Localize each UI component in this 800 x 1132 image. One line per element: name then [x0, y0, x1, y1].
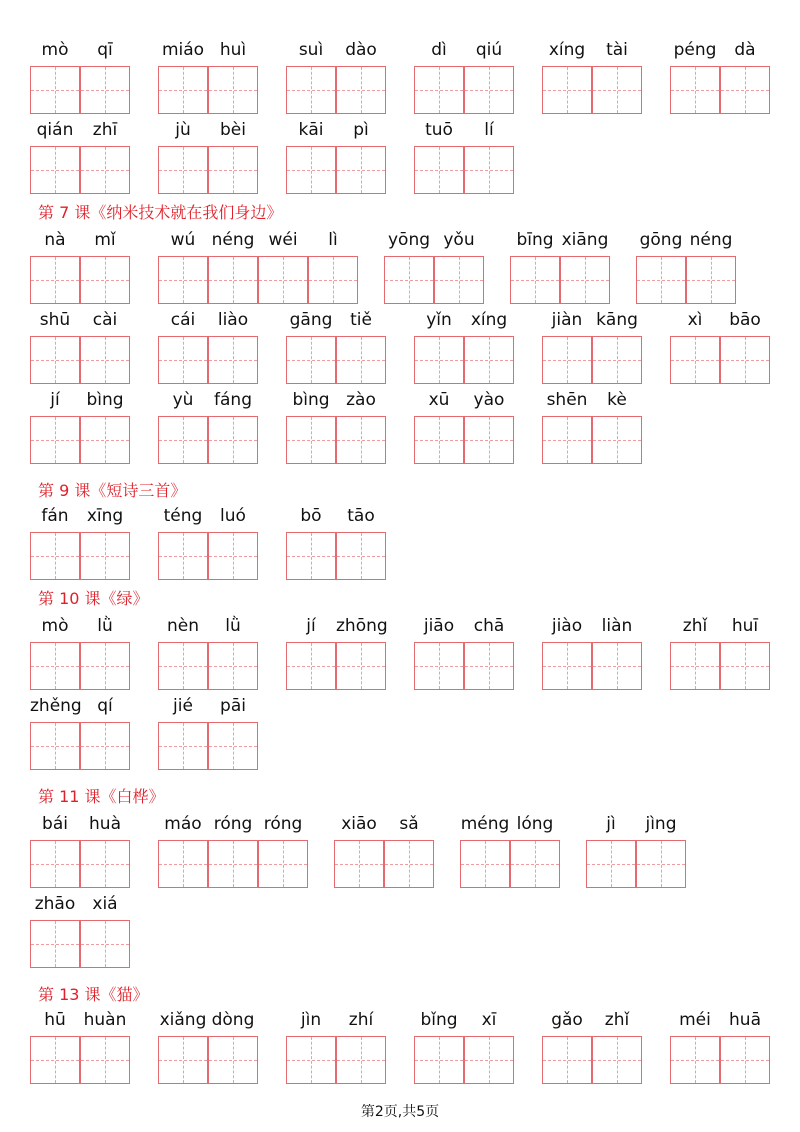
pinyin-syllable: shēn: [546, 390, 588, 410]
writing-box[interactable]: [464, 642, 514, 690]
writing-box[interactable]: [336, 1036, 386, 1084]
writing-box[interactable]: [434, 256, 484, 304]
pinyin-syllable: bèi: [220, 120, 246, 140]
writing-box[interactable]: [80, 256, 130, 304]
writing-box[interactable]: [414, 642, 464, 690]
word-group: [636, 230, 736, 306]
word-group: [158, 814, 308, 890]
writing-box[interactable]: [670, 642, 720, 690]
pinyin-syllable: pāi: [220, 696, 246, 716]
pinyin-syllable: bāo: [729, 310, 761, 330]
pinyin-syllable: wéi: [268, 230, 298, 250]
writing-box[interactable]: [464, 336, 514, 384]
writing-box[interactable]: [208, 840, 258, 888]
pinyin-syllable: miáo: [161, 40, 205, 60]
word-group: [30, 894, 130, 970]
lesson-title: 第 10 课《绿》: [38, 589, 149, 608]
writing-box[interactable]: [80, 1036, 130, 1084]
writing-box[interactable]: [80, 416, 130, 464]
writing-box[interactable]: [258, 256, 308, 304]
writing-box[interactable]: [30, 722, 80, 770]
writing-box[interactable]: [414, 66, 464, 114]
word-group: [414, 310, 514, 386]
word-group: [542, 1010, 642, 1086]
writing-box[interactable]: [208, 416, 258, 464]
pinyin-syllable: jìn: [300, 1010, 322, 1030]
pinyin-syllable: bìng: [292, 390, 330, 410]
writing-box[interactable]: [158, 256, 208, 304]
writing-box[interactable]: [670, 336, 720, 384]
writing-box[interactable]: [560, 256, 610, 304]
writing-box[interactable]: [208, 66, 258, 114]
pinyin-syllable: liào: [217, 310, 249, 330]
word-group: [586, 814, 686, 890]
writing-box[interactable]: [720, 336, 770, 384]
word-group: [30, 696, 130, 772]
pinyin-syllable: néng: [211, 230, 255, 250]
pinyin-syllable: mò: [41, 40, 69, 60]
pinyin-syllable: huì: [219, 40, 247, 60]
pinyin-syllable: bái: [42, 814, 68, 834]
pinyin-syllable: bō: [300, 506, 322, 526]
writing-box[interactable]: [592, 416, 642, 464]
word-group: [30, 814, 130, 890]
pinyin-syllable: jì: [606, 814, 616, 834]
writing-box[interactable]: [286, 1036, 336, 1084]
writing-box[interactable]: [30, 532, 80, 580]
writing-box[interactable]: [336, 642, 386, 690]
pinyin-syllable: tài: [606, 40, 628, 60]
pinyin-syllable: jié: [173, 696, 193, 716]
word-group: [30, 120, 130, 196]
writing-box[interactable]: [80, 722, 130, 770]
writing-box[interactable]: [336, 532, 386, 580]
writing-box[interactable]: [286, 66, 336, 114]
pinyin-syllable: wú: [170, 230, 196, 250]
pinyin-syllable: jiào: [551, 616, 583, 636]
pinyin-syllable: zhǐ: [682, 616, 708, 636]
writing-box[interactable]: [720, 66, 770, 114]
writing-box[interactable]: [460, 840, 510, 888]
lesson-title: 第 13 课《猫》: [38, 985, 149, 1004]
writing-box[interactable]: [670, 1036, 720, 1084]
pinyin-syllable: yǒu: [443, 230, 475, 250]
pinyin-syllable: méng: [460, 814, 510, 834]
pinyin-syllable: sǎ: [399, 814, 419, 834]
writing-box[interactable]: [208, 256, 258, 304]
word-group: [30, 40, 130, 116]
writing-box[interactable]: [286, 642, 336, 690]
writing-box[interactable]: [80, 642, 130, 690]
pinyin-syllable: xiǎng: [159, 1010, 207, 1030]
word-group: [384, 230, 484, 306]
pinyin-syllable: fáng: [214, 390, 252, 410]
pinyin-syllable: huàn: [83, 1010, 127, 1030]
pinyin-syllable: zào: [346, 390, 376, 410]
writing-box[interactable]: [208, 1036, 258, 1084]
pinyin-syllable: lóng: [516, 814, 554, 834]
word-group: [670, 40, 770, 116]
pinyin-syllable: dào: [345, 40, 377, 60]
pinyin-syllable: cái: [170, 310, 196, 330]
lesson-title: 第 11 课《白桦》: [38, 787, 165, 806]
writing-box[interactable]: [158, 416, 208, 464]
pinyin-syllable: huā: [729, 1010, 761, 1030]
pinyin-syllable: qí: [97, 696, 113, 716]
writing-box[interactable]: [592, 642, 642, 690]
writing-box[interactable]: [510, 840, 560, 888]
writing-box[interactable]: [286, 336, 336, 384]
page-footer: 第2页,共5页: [360, 1104, 440, 1120]
pinyin-syllable: bīng: [516, 230, 554, 250]
writing-box[interactable]: [286, 146, 336, 194]
writing-box[interactable]: [636, 256, 686, 304]
writing-box[interactable]: [286, 532, 336, 580]
word-group: [414, 120, 514, 196]
word-group: [334, 814, 434, 890]
pinyin-syllable: gǎo: [551, 1010, 583, 1030]
word-group: [286, 120, 386, 196]
writing-box[interactable]: [334, 840, 384, 888]
writing-box[interactable]: [592, 1036, 642, 1084]
writing-box[interactable]: [414, 1036, 464, 1084]
pinyin-syllable: xíng: [470, 310, 508, 330]
writing-box[interactable]: [336, 146, 386, 194]
word-group: [30, 616, 130, 692]
writing-box[interactable]: [80, 840, 130, 888]
word-group: [510, 230, 610, 306]
pinyin-syllable: jìng: [645, 814, 677, 834]
writing-box[interactable]: [464, 146, 514, 194]
pinyin-syllable: kè: [607, 390, 627, 410]
pinyin-syllable: lì: [328, 230, 338, 250]
writing-box[interactable]: [30, 66, 80, 114]
writing-box[interactable]: [636, 840, 686, 888]
pinyin-syllable: lǜ: [225, 616, 241, 636]
pinyin-syllable: kāi: [298, 120, 324, 140]
pinyin-syllable: lǜ: [97, 616, 113, 636]
pinyin-syllable: péng: [673, 40, 717, 60]
pinyin-syllable: xī: [481, 1010, 497, 1030]
lesson-title: 第 9 课《短诗三首》: [38, 481, 187, 500]
writing-box[interactable]: [510, 256, 560, 304]
pinyin-syllable: dòng: [211, 1010, 255, 1030]
word-group: [158, 310, 258, 386]
pinyin-syllable: xiāng: [561, 230, 609, 250]
word-group: [414, 40, 514, 116]
pinyin-syllable: bǐng: [420, 1010, 458, 1030]
pinyin-syllable: pì: [353, 120, 369, 140]
pinyin-syllable: dì: [431, 40, 447, 60]
writing-box[interactable]: [158, 642, 208, 690]
writing-box[interactable]: [158, 66, 208, 114]
writing-box[interactable]: [542, 642, 592, 690]
pinyin-syllable: zhōng: [336, 616, 388, 636]
word-group: [158, 390, 258, 466]
pinyin-syllable: jiāo: [423, 616, 455, 636]
word-group: [286, 1010, 386, 1086]
pinyin-syllable: kāng: [596, 310, 638, 330]
writing-box[interactable]: [414, 146, 464, 194]
word-group: [158, 120, 258, 196]
writing-box[interactable]: [308, 256, 358, 304]
writing-box[interactable]: [336, 66, 386, 114]
word-group: [286, 310, 386, 386]
writing-box[interactable]: [670, 66, 720, 114]
word-group: [30, 1010, 130, 1086]
pinyin-syllable: néng: [689, 230, 733, 250]
pinyin-syllable: gōng: [639, 230, 683, 250]
pinyin-syllable: chā: [473, 616, 505, 636]
pinyin-syllable: jí: [306, 616, 316, 636]
word-group: [542, 40, 642, 116]
writing-box[interactable]: [336, 336, 386, 384]
word-group: [158, 40, 258, 116]
writing-box[interactable]: [542, 336, 592, 384]
pinyin-syllable: liàn: [601, 616, 633, 636]
writing-box[interactable]: [208, 532, 258, 580]
writing-box[interactable]: [80, 146, 130, 194]
pinyin-syllable: dà: [734, 40, 756, 60]
pinyin-syllable: téng: [163, 506, 203, 526]
writing-box[interactable]: [542, 1036, 592, 1084]
pinyin-syllable: huī: [731, 616, 759, 636]
pinyin-syllable: nà: [44, 230, 66, 250]
word-group: [460, 814, 560, 890]
word-group: [542, 390, 642, 466]
pinyin-syllable: zhí: [348, 1010, 374, 1030]
writing-box[interactable]: [158, 722, 208, 770]
pinyin-syllable: suì: [298, 40, 324, 60]
writing-box[interactable]: [336, 416, 386, 464]
pinyin-syllable: zhǐ: [604, 1010, 630, 1030]
pinyin-syllable: róng: [213, 814, 253, 834]
writing-box[interactable]: [158, 1036, 208, 1084]
pinyin-syllable: zhāo: [34, 894, 76, 914]
pinyin-syllable: jiàn: [551, 310, 583, 330]
writing-box[interactable]: [30, 336, 80, 384]
writing-box[interactable]: [414, 416, 464, 464]
word-group: [158, 230, 358, 306]
word-group: [414, 390, 514, 466]
word-group: [414, 1010, 514, 1086]
pinyin-syllable: zhěng: [30, 696, 82, 716]
writing-box[interactable]: [158, 336, 208, 384]
writing-box[interactable]: [80, 532, 130, 580]
writing-box[interactable]: [286, 416, 336, 464]
pinyin-syllable: luó: [220, 506, 246, 526]
writing-box[interactable]: [208, 336, 258, 384]
pinyin-syllable: hū: [44, 1010, 66, 1030]
word-group: [30, 310, 130, 386]
pinyin-syllable: jí: [50, 390, 60, 410]
writing-box[interactable]: [384, 840, 434, 888]
word-group: [286, 506, 386, 582]
writing-box[interactable]: [30, 256, 80, 304]
writing-box[interactable]: [686, 256, 736, 304]
pinyin-syllable: fán: [41, 506, 69, 526]
pinyin-syllable: xīng: [86, 506, 124, 526]
pinyin-syllable: máo: [164, 814, 202, 834]
pinyin-syllable: bìng: [86, 390, 124, 410]
word-group: [158, 506, 258, 582]
word-group: [670, 1010, 770, 1086]
writing-box[interactable]: [80, 336, 130, 384]
writing-box[interactable]: [720, 1036, 770, 1084]
writing-box[interactable]: [158, 146, 208, 194]
word-group: [30, 230, 130, 306]
pinyin-syllable: lí: [484, 120, 494, 140]
pinyin-syllable: zhī: [92, 120, 118, 140]
writing-box[interactable]: [258, 840, 308, 888]
writing-box[interactable]: [80, 66, 130, 114]
pinyin-syllable: qiú: [475, 40, 503, 60]
word-group: [414, 616, 514, 692]
pinyin-syllable: gāng: [289, 310, 333, 330]
pinyin-syllable: xíng: [548, 40, 586, 60]
pinyin-syllable: huà: [89, 814, 121, 834]
pinyin-syllable: xiāo: [341, 814, 377, 834]
word-group: [30, 506, 130, 582]
lesson-title: 第 7 课《纳米技术就在我们身边》: [38, 203, 283, 222]
writing-box[interactable]: [464, 1036, 514, 1084]
writing-box[interactable]: [464, 416, 514, 464]
pinyin-syllable: xū: [428, 390, 450, 410]
writing-box[interactable]: [208, 722, 258, 770]
writing-box[interactable]: [208, 642, 258, 690]
writing-box[interactable]: [30, 642, 80, 690]
writing-box[interactable]: [30, 840, 80, 888]
writing-box[interactable]: [414, 336, 464, 384]
writing-box[interactable]: [30, 146, 80, 194]
writing-box[interactable]: [30, 1036, 80, 1084]
writing-box[interactable]: [592, 66, 642, 114]
pinyin-syllable: róng: [263, 814, 303, 834]
writing-box[interactable]: [384, 256, 434, 304]
pinyin-syllable: méi: [679, 1010, 711, 1030]
writing-box[interactable]: [542, 66, 592, 114]
word-group: [286, 40, 386, 116]
word-group: [30, 390, 130, 466]
writing-box[interactable]: [720, 642, 770, 690]
word-group: [542, 310, 642, 386]
word-group: [158, 1010, 258, 1086]
pinyin-syllable: tiě: [350, 310, 372, 330]
pinyin-syllable: qián: [36, 120, 74, 140]
pinyin-syllable: yōng: [387, 230, 431, 250]
writing-box[interactable]: [208, 146, 258, 194]
word-group: [286, 390, 386, 466]
writing-box[interactable]: [158, 532, 208, 580]
pinyin-syllable: jù: [175, 120, 191, 140]
pinyin-syllable: cài: [92, 310, 118, 330]
pinyin-syllable: xì: [687, 310, 703, 330]
pinyin-syllable: mò: [41, 616, 69, 636]
word-group: [670, 310, 770, 386]
pinyin-syllable: yǐn: [426, 310, 452, 330]
pinyin-syllable: shū: [39, 310, 71, 330]
word-group: [158, 696, 258, 772]
word-group: [542, 616, 642, 692]
pinyin-syllable: tāo: [347, 506, 375, 526]
pinyin-syllable: xiá: [92, 894, 118, 914]
writing-box[interactable]: [30, 416, 80, 464]
word-group: [286, 616, 386, 692]
pinyin-syllable: mǐ: [94, 230, 116, 250]
writing-box[interactable]: [80, 920, 130, 968]
word-group: [158, 616, 258, 692]
writing-box[interactable]: [586, 840, 636, 888]
word-group: [670, 616, 770, 692]
writing-box[interactable]: [542, 416, 592, 464]
pinyin-syllable: yào: [473, 390, 505, 410]
pinyin-syllable: tuō: [425, 120, 453, 140]
writing-box[interactable]: [158, 840, 208, 888]
writing-box[interactable]: [464, 66, 514, 114]
writing-box[interactable]: [592, 336, 642, 384]
writing-box[interactable]: [30, 920, 80, 968]
pinyin-syllable: yù: [172, 390, 194, 410]
pinyin-syllable: qī: [97, 40, 113, 60]
pinyin-syllable: nèn: [166, 616, 199, 636]
